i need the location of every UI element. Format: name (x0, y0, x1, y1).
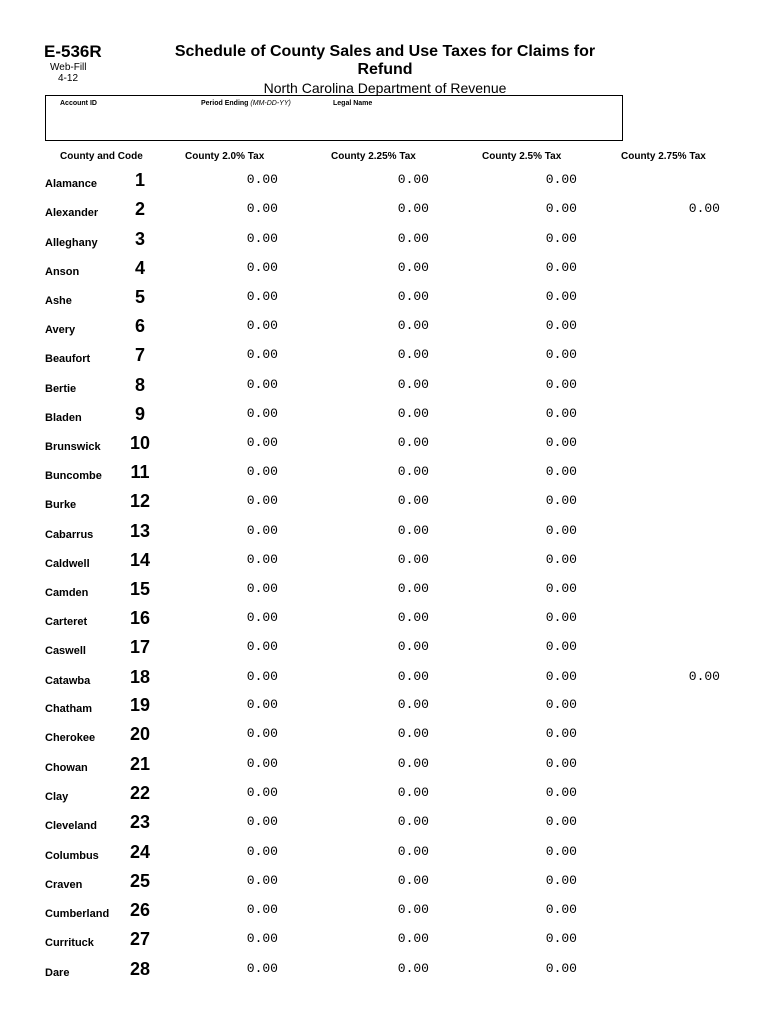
tax-225-field[interactable]: 0.00 (397, 785, 429, 800)
table-row (0, 754, 770, 782)
table-row (0, 521, 770, 549)
account-id-field[interactable] (60, 100, 97, 107)
tax-20-field[interactable]: 0.00 (246, 902, 278, 917)
tax-25-field[interactable]: 0.00 (545, 902, 577, 917)
tax-25-field[interactable]: 0.00 (545, 231, 577, 246)
table-row (0, 550, 770, 578)
table-row (0, 579, 770, 607)
county-name: Camden (45, 587, 89, 599)
county-code: 26 (129, 900, 151, 920)
legal-name-label: Legal Name (333, 100, 373, 107)
tax-20-field[interactable]: 0.00 (246, 201, 278, 216)
tax-225-field[interactable]: 0.00 (397, 931, 429, 946)
county-code: 3 (134, 229, 145, 249)
tax-225-field[interactable]: 0.00 (397, 873, 429, 888)
tax-20-field[interactable]: 0.00 (246, 873, 278, 888)
tax-20-field[interactable]: 0.00 (246, 435, 278, 450)
county-name: Caswell (45, 645, 86, 657)
county-code: 14 (129, 550, 151, 570)
table-row (0, 608, 770, 636)
table-row (0, 667, 770, 695)
tax-225-field[interactable]: 0.00 (397, 377, 429, 392)
county-code: 24 (129, 842, 151, 862)
table-row (0, 724, 770, 752)
county-code: 21 (129, 754, 151, 774)
county-name: Anson (45, 266, 80, 278)
county-name: Chatham (45, 703, 93, 715)
tax-20-field[interactable]: 0.00 (246, 639, 278, 654)
county-name: Caldwell (45, 558, 90, 570)
tax-225-field[interactable]: 0.00 (397, 231, 429, 246)
web-fill-label: Web-Fill (50, 62, 87, 73)
tax-20-field[interactable]: 0.00 (246, 464, 278, 479)
table-row (0, 375, 770, 403)
county-name: Clay (45, 791, 69, 803)
tax-20-field[interactable]: 0.00 (246, 785, 278, 800)
tax-25-field[interactable]: 0.00 (545, 172, 577, 187)
page-subtitle: North Carolina Department of Revenue (263, 80, 507, 96)
county-name: Alamance (45, 178, 97, 190)
county-code: 13 (129, 521, 151, 541)
table-row (0, 462, 770, 490)
tax-225-field[interactable]: 0.00 (397, 260, 429, 275)
table-row (0, 812, 770, 840)
tax-225-field[interactable]: 0.00 (397, 435, 429, 450)
tax-225-field[interactable]: 0.00 (397, 814, 429, 829)
county-name: Columbus (45, 850, 99, 862)
tax-25-field[interactable]: 0.00 (545, 377, 577, 392)
table-row (0, 404, 770, 432)
tax-20-field[interactable]: 0.00 (246, 347, 278, 362)
tax-20-field[interactable]: 0.00 (246, 493, 278, 508)
county-code: 8 (134, 375, 145, 395)
county-name: Avery (45, 324, 76, 336)
tax-20-field[interactable]: 0.00 (246, 318, 278, 333)
county-name: Catawba (45, 675, 91, 687)
tax-275-field[interactable]: 0.00 (688, 669, 720, 684)
tax-20-field[interactable]: 0.00 (246, 260, 278, 275)
tax-20-field[interactable]: 0.00 (246, 697, 278, 712)
tax-225-field[interactable]: 0.00 (397, 697, 429, 712)
tax-225-field[interactable]: 0.00 (397, 669, 429, 684)
county-code: 19 (129, 695, 151, 715)
column-header-tax-25: County 2.5% Tax (482, 151, 562, 162)
county-code: 16 (129, 608, 151, 628)
tax-25-field[interactable]: 0.00 (545, 201, 577, 216)
tax-25-field[interactable]: 0.00 (545, 785, 577, 800)
tax-25-field[interactable]: 0.00 (545, 726, 577, 741)
tax-225-field[interactable]: 0.00 (397, 610, 429, 625)
tax-20-field[interactable]: 0.00 (246, 406, 278, 421)
tax-225-field[interactable]: 0.00 (397, 523, 429, 538)
tax-25-field[interactable]: 0.00 (545, 435, 577, 450)
county-code: 27 (129, 929, 151, 949)
county-name: Bertie (45, 383, 77, 395)
table-row (0, 170, 770, 198)
county-name: Carteret (45, 616, 88, 628)
tax-225-field[interactable]: 0.00 (397, 902, 429, 917)
revision-label: 4-12 (58, 73, 79, 84)
county-name: Cabarrus (45, 529, 94, 541)
tax-25-field[interactable]: 0.00 (545, 697, 577, 712)
tax-20-field[interactable]: 0.00 (246, 172, 278, 187)
tax-20-field[interactable]: 0.00 (246, 814, 278, 829)
tax-20-field[interactable]: 0.00 (246, 756, 278, 771)
table-row (0, 229, 770, 257)
tax-225-field[interactable]: 0.00 (397, 844, 429, 859)
tax-225-field[interactable]: 0.00 (397, 172, 429, 187)
tax-20-field[interactable]: 0.00 (246, 669, 278, 684)
column-header-tax-20: County 2.0% Tax (185, 151, 265, 162)
tax-20-field[interactable]: 0.00 (246, 931, 278, 946)
tax-25-field[interactable]: 0.00 (545, 610, 577, 625)
tax-20-field[interactable]: 0.00 (246, 377, 278, 392)
tax-20-field[interactable]: 0.00 (246, 231, 278, 246)
legal-name-field[interactable] (333, 100, 372, 107)
tax-25-field[interactable]: 0.00 (545, 289, 577, 304)
tax-20-field[interactable]: 0.00 (246, 523, 278, 538)
tax-225-field[interactable]: 0.00 (397, 318, 429, 333)
tax-25-field[interactable]: 0.00 (545, 260, 577, 275)
county-name: Currituck (45, 937, 94, 949)
tax-25-field[interactable]: 0.00 (545, 347, 577, 362)
tax-225-field[interactable]: 0.00 (397, 464, 429, 479)
county-code: 4 (134, 258, 145, 278)
county-code: 2 (134, 199, 145, 219)
tax-225-field[interactable]: 0.00 (397, 581, 429, 596)
tax-20-field[interactable]: 0.00 (246, 726, 278, 741)
tax-275-field[interactable]: 0.00 (688, 201, 720, 216)
period-ending-format: (MM-DD-YY) (250, 100, 291, 107)
county-code: 5 (134, 287, 145, 307)
tax-20-field[interactable]: 0.00 (246, 581, 278, 596)
tax-25-field[interactable]: 0.00 (545, 756, 577, 771)
tax-225-field[interactable]: 0.00 (397, 289, 429, 304)
tax-20-field[interactable]: 0.00 (246, 289, 278, 304)
county-code: 15 (129, 579, 151, 599)
table-row (0, 929, 770, 957)
tax-20-field[interactable]: 0.00 (246, 961, 278, 976)
account-id-label: Account ID (60, 100, 97, 107)
table-row (0, 345, 770, 373)
table-row (0, 695, 770, 723)
tax-225-field[interactable]: 0.00 (397, 961, 429, 976)
table-row (0, 871, 770, 899)
county-code: 20 (129, 724, 151, 744)
county-name: Burke (45, 499, 77, 511)
county-code: 7 (134, 345, 145, 365)
county-name: Brunswick (45, 441, 101, 453)
page-title: Schedule of County Sales and Use Taxes for Claims for Refund (174, 43, 596, 78)
county-name: Chowan (45, 762, 88, 774)
tax-25-field[interactable]: 0.00 (545, 318, 577, 333)
county-code: 23 (129, 812, 151, 832)
county-name: Dare (45, 967, 70, 979)
table-row (0, 491, 770, 519)
county-name: Bladen (45, 412, 82, 424)
tax-25-field[interactable]: 0.00 (545, 581, 577, 596)
tax-20-field[interactable]: 0.00 (246, 610, 278, 625)
tax-25-field[interactable]: 0.00 (545, 639, 577, 654)
county-code: 22 (129, 783, 151, 803)
tax-225-field[interactable]: 0.00 (397, 493, 429, 508)
county-name: Beaufort (45, 353, 91, 365)
tax-20-field[interactable]: 0.00 (246, 844, 278, 859)
form-id: E-536R (44, 42, 102, 61)
county-name: Cleveland (45, 820, 97, 832)
tax-225-field[interactable]: 0.00 (397, 406, 429, 421)
table-row (0, 842, 770, 870)
table-row (0, 258, 770, 286)
county-code: 17 (129, 637, 151, 657)
tax-225-field[interactable]: 0.00 (397, 552, 429, 567)
tax-20-field[interactable]: 0.00 (246, 552, 278, 567)
county-name: Buncombe (45, 470, 102, 482)
tax-25-field[interactable]: 0.00 (545, 669, 577, 684)
identification-box (45, 95, 623, 141)
county-code: 1 (134, 170, 145, 190)
tax-25-field[interactable]: 0.00 (545, 814, 577, 829)
table-row (0, 199, 770, 227)
county-code: 18 (129, 667, 151, 687)
table-row (0, 287, 770, 315)
county-code: 25 (129, 871, 151, 891)
table-row (0, 433, 770, 461)
county-code: 10 (129, 433, 151, 453)
column-header-county: County and Code (60, 151, 143, 162)
tax-25-field[interactable]: 0.00 (545, 493, 577, 508)
county-code: 28 (129, 959, 151, 979)
county-name: Cherokee (45, 732, 96, 744)
tax-25-field[interactable]: 0.00 (545, 844, 577, 859)
county-code: 12 (129, 491, 151, 511)
tax-225-field[interactable]: 0.00 (397, 639, 429, 654)
column-header-tax-225: County 2.25% Tax (331, 151, 416, 162)
period-ending-field[interactable] (201, 100, 291, 107)
table-row (0, 900, 770, 928)
tax-25-field[interactable]: 0.00 (545, 873, 577, 888)
tax-25-field[interactable]: 0.00 (545, 552, 577, 567)
tax-225-field[interactable]: 0.00 (397, 756, 429, 771)
column-header-tax-275: County 2.75% Tax (621, 151, 706, 162)
tax-225-field[interactable]: 0.00 (397, 347, 429, 362)
county-code: 11 (130, 462, 150, 482)
tax-225-field[interactable]: 0.00 (397, 726, 429, 741)
county-name: Alexander (45, 207, 99, 219)
county-code: 6 (134, 316, 145, 336)
tax-25-field[interactable]: 0.00 (545, 931, 577, 946)
tax-25-field[interactable]: 0.00 (545, 464, 577, 479)
county-name: Alleghany (45, 237, 98, 249)
title-block (170, 43, 600, 96)
table-row (0, 783, 770, 811)
tax-225-field[interactable]: 0.00 (397, 201, 429, 216)
county-name: Craven (45, 879, 83, 891)
tax-25-field[interactable]: 0.00 (545, 523, 577, 538)
county-code: 9 (134, 404, 145, 424)
tax-25-field[interactable]: 0.00 (545, 406, 577, 421)
table-row (0, 637, 770, 665)
county-name: Cumberland (45, 908, 110, 920)
period-ending-label: Period Ending (201, 100, 249, 107)
county-name: Ashe (45, 295, 72, 307)
table-row (0, 316, 770, 344)
table-row (0, 959, 770, 987)
tax-25-field[interactable]: 0.00 (545, 961, 577, 976)
